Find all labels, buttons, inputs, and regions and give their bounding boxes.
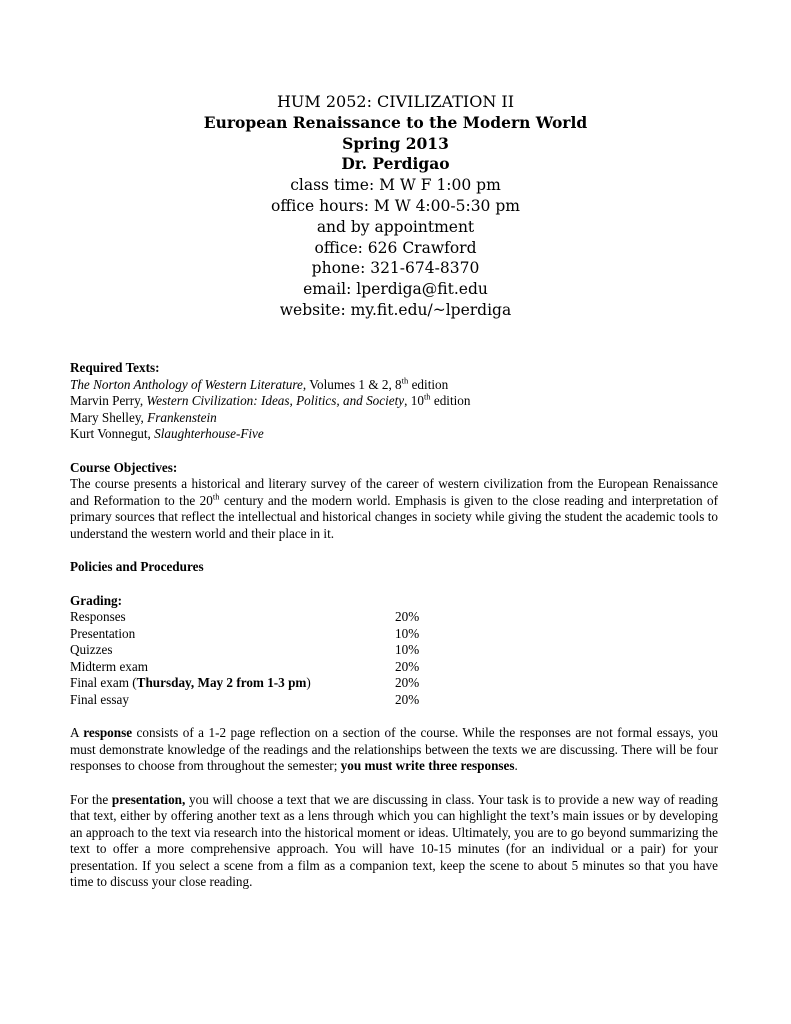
presentation-paragraph: For the presentation, you will choose a text that we are discussing in class. Your task is to provide a new way of reading that text, either by offering another text as a lens through which you can highlight the text’s main issues or by developing an approach to the text via research into the historical moment or ideas. Ultimately, you are to go beyond summarizing the text to offer a more comprehensive approach. You will have 10-15 minutes (for an individual or a pair) for your presentation. If you select a scene from a film as a companion text, keep the scene to about 5 minutes so that you have time to discuss your close reading. — [70, 791, 718, 889]
syllabus-body — [70, 360, 718, 891]
required-text-item: Marvin Perry, Western Civilization: Ideas, Politics, and Society, 10th edition — [70, 391, 471, 408]
instructor-name: Dr. Perdigao — [341, 154, 450, 174]
email-address: email: lperdiga@fit.edu — [303, 280, 488, 299]
response-paragraph: A response consists of a 1-2 page reflection on a section of the course. While the responses are not formal essays, you must demonstrate knowledge of the readings and the relationships between the texts we are discussing. There will be four responses to choose from throughout the semester; you must write three responses. — [70, 725, 718, 773]
policies-heading: Policies and Procedures — [70, 559, 204, 574]
required-text-item: The Norton Anthology of Western Literature, Volumes 1 & 2, 8th edition — [70, 375, 449, 392]
class-time: class time: M W F 1:00 pm — [290, 176, 501, 195]
grading-row: Quizzes 10% — [70, 642, 420, 657]
course-term: Spring 2013 — [342, 133, 449, 153]
grading-table — [70, 609, 718, 708]
course-subtitle: European Renaissance to the Modern World — [203, 112, 588, 132]
required-texts-heading: Required Texts: — [70, 360, 160, 375]
appointment-note: and by appointment — [316, 217, 475, 236]
office-location: office: 626 Crawford — [314, 238, 477, 257]
grading-row: Responses 20% — [70, 609, 420, 624]
phone-number: phone: 321-674-8370 — [311, 259, 480, 278]
grading-row: Final exam (Thursday, May 2 from 1-3 pm) 20% — [70, 675, 420, 690]
course-title: HUM 2052: CIVILIZATION II — [276, 92, 515, 111]
required-text-item: Mary Shelley, Frankenstein — [70, 409, 217, 425]
grading-row: Midterm exam 20% — [70, 658, 420, 674]
required-text-item: Kurt Vonnegut, Slaughterhouse-Five — [70, 426, 264, 441]
objectives-heading: Course Objectives: — [70, 459, 178, 475]
grading-heading: Grading: — [70, 592, 123, 608]
grading-row: Presentation 10% — [70, 625, 420, 641]
objectives-text: The course presents a historical and literary survey of the career of western civilization from the European Renaissance and Reformation to the 20th century and the modern world. Emphasis is given to the close reading and interpretation of primary sources that reflect the intellectual and historical changes in society while giving the student the academic tools to understand the western world and their place in it. — [70, 476, 718, 541]
office-hours: office hours: M W 4:00-5:30 pm — [271, 196, 520, 215]
syllabus-header — [0, 92, 791, 321]
grading-row: Final essay 20% — [70, 691, 420, 707]
website-url: website: my.fit.edu/~lperdiga — [279, 300, 512, 319]
